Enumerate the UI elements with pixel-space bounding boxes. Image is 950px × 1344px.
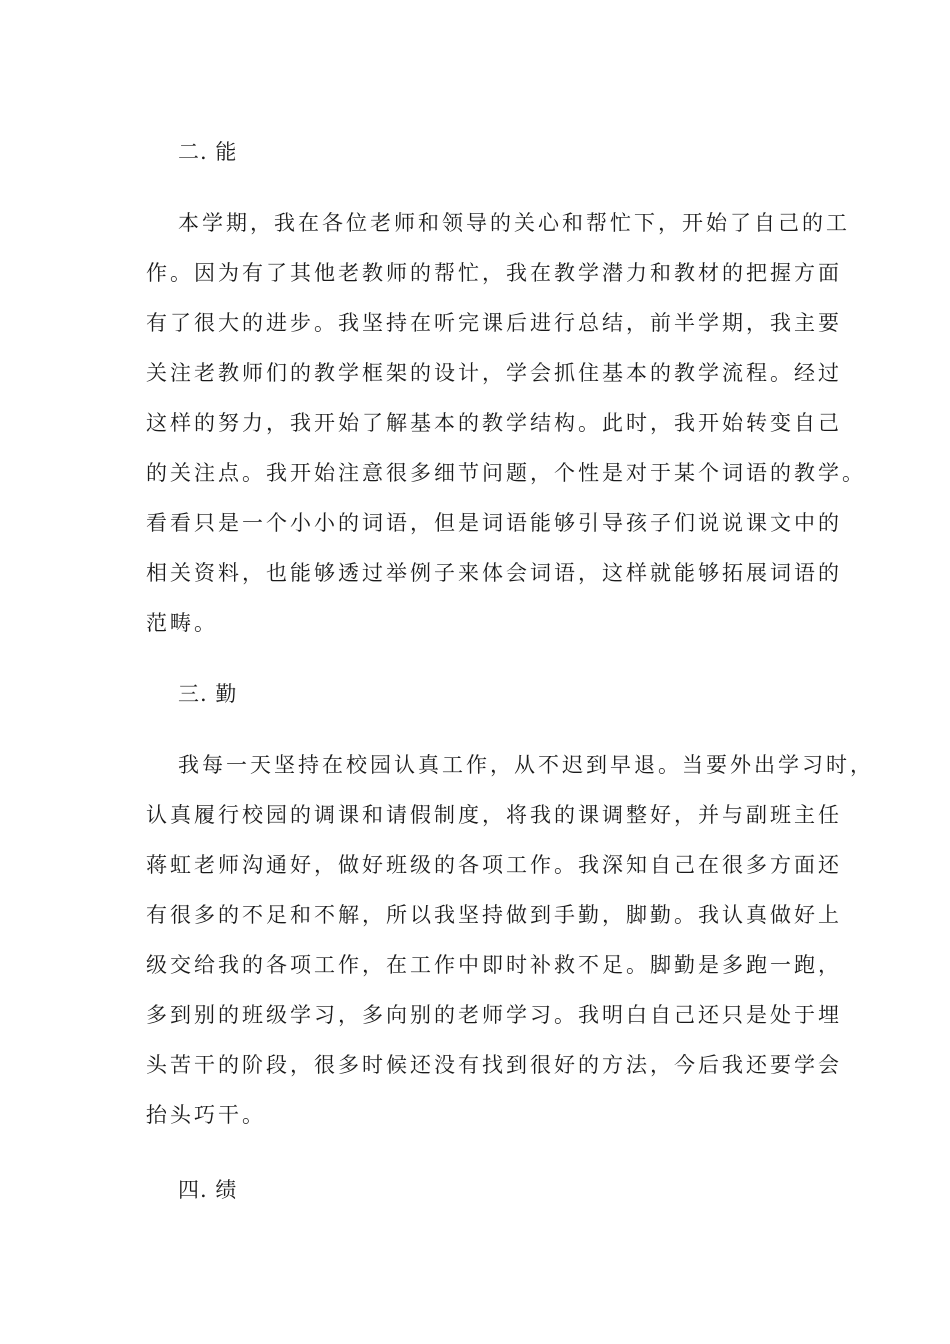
paragraph-line: 认真履行校园的调课和请假制度，将我的课调整好，并与副班主任 xyxy=(146,803,842,827)
paragraph-line: 头苦干的阶段，很多时候还没有找到很好的方法，今后我还要学会 xyxy=(146,1053,842,1077)
paragraph-line: 的关注点。我开始注意很多细节问题，个性是对于某个词语的教学。 xyxy=(146,461,866,485)
paragraph-line: 级交给我的各项工作，在工作中即时补救不足。脚勤是多跑一跑， xyxy=(146,953,842,977)
paragraph-line: 有很多的不足和不解，所以我坚持做到手勤，脚勤。我认真做好上 xyxy=(146,903,842,927)
paragraph-line: 看看只是一个小小的词语，但是词语能够引导孩子们说说课文中的 xyxy=(146,511,842,535)
paragraph-line: 有了很大的进步。我坚持在听完课后进行总结，前半学期，我主要 xyxy=(146,311,842,335)
paragraph-line: 这样的努力，我开始了解基本的教学结构。此时，我开始转变自己 xyxy=(146,411,842,435)
paragraph-line: 本学期，我在各位老师和领导的关心和帮忙下，开始了自己的工 xyxy=(178,211,850,235)
section-heading-qin: 三. 勤 xyxy=(178,682,238,706)
paragraph-line: 抬头巧干。 xyxy=(146,1103,266,1127)
paragraph-line: 多到别的班级学习，多向别的老师学习。我明白自己还只是处于埋 xyxy=(146,1003,842,1027)
section-heading-ji: 四. 绩 xyxy=(178,1178,238,1202)
paragraph-line: 我每一天坚持在校园认真工作，从不迟到早退。当要外出学习时， xyxy=(178,753,874,777)
paragraph-line: 关注老教师们的教学框架的设计，学会抓住基本的教学流程。经过 xyxy=(146,361,842,385)
paragraph-line: 蒋虹老师沟通好，做好班级的各项工作。我深知自己在很多方面还 xyxy=(146,853,842,877)
paragraph-line: 范畴。 xyxy=(146,611,218,635)
paragraph-line: 作。因为有了其他老教师的帮忙，我在教学潜力和教材的把握方面 xyxy=(146,261,842,285)
paragraph-line: 相关资料，也能够透过举例子来体会词语，这样就能够拓展词语的 xyxy=(146,561,842,585)
section-heading-neng: 二. 能 xyxy=(178,140,238,164)
